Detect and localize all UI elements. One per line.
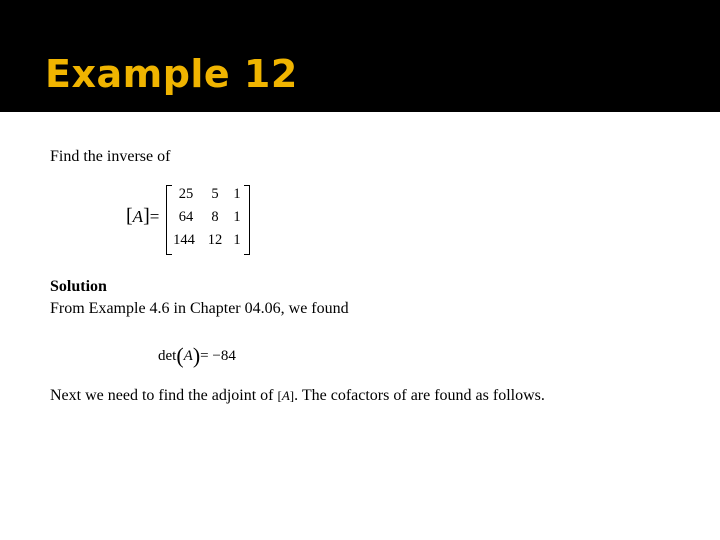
matrix-cell: 8: [211, 209, 219, 225]
solution-text: From Example 4.6 in Chapter 04.06, we found: [50, 300, 349, 317]
slide-title: Example 12: [45, 52, 298, 96]
det-var: A: [183, 348, 193, 364]
matrix-cell: 1: [233, 209, 241, 225]
matrix-label-open: [: [126, 205, 133, 227]
next-step-text: [50, 387, 545, 405]
matrix-cell: 1: [233, 186, 241, 202]
next-text-a: Next we need to find the adjoint of: [50, 387, 274, 404]
det-function: det: [158, 348, 177, 364]
matrix-cell: 64: [178, 209, 194, 225]
inline-matrix-symbol: [278, 388, 295, 403]
next-text-b: . The cofactors of are found as follows.: [294, 387, 545, 404]
matrix-cell: 5: [211, 186, 219, 202]
matrix-cell: 12: [207, 232, 223, 248]
det-value: = −84: [200, 348, 236, 364]
matrix-cell: 1: [233, 232, 241, 248]
solution-heading: Solution: [50, 278, 107, 295]
matrix-equals: =: [149, 207, 160, 226]
inline-open: [: [277, 388, 282, 403]
matrix-cell: 144: [173, 232, 195, 248]
matrix-A: [166, 185, 250, 253]
inline-var: A: [281, 388, 290, 403]
determinant-equation: det(A)= −84: [158, 343, 236, 368]
matrix-label-close: ]: [143, 205, 150, 227]
inline-close: ]: [289, 388, 295, 403]
matrix-cell: 25: [178, 186, 194, 202]
prompt-text: Find the inverse of: [50, 148, 171, 165]
matrix-label: [126, 205, 159, 228]
matrix-right-bracket: [244, 185, 250, 255]
matrix-label-var: A: [132, 207, 144, 226]
